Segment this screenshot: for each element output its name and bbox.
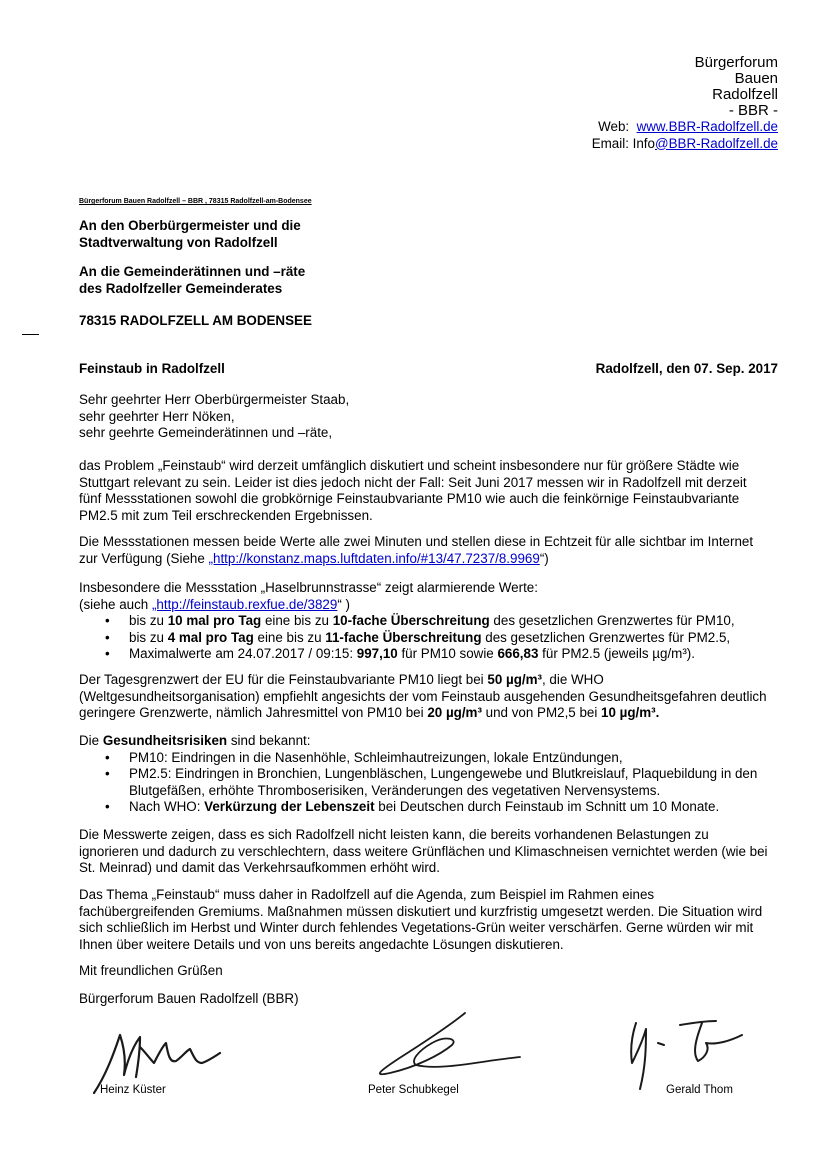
paragraph-stations [79, 534, 769, 567]
luftdaten-link[interactable]: „http://konstanz.maps.luftdaten.info/#13/47.7237/8.9969 [208, 550, 540, 566]
paragraph-text: “ ) [337, 596, 350, 612]
paragraph-text: (siehe auch [79, 596, 152, 612]
contact-block [592, 119, 778, 152]
org-name-line1: Bürgerforum [694, 54, 778, 71]
email-label: Email: Info [591, 135, 655, 151]
sender-return-line: Bürgerforum Bauen Radolfzell – BBR , 78315 Radolfzell-am-Bodensee [79, 198, 312, 205]
paragraph-agenda: Das Thema „Feinstaub“ muss daher in Radolfzell auf die Agenda, zum Beispiel im Rahmen eines fachübergreifenden Gremiums. Maßnahmen müssen diskutiert und kurzfristig umgesetzt werden. Die Situation wird sich schließlich im Herbst und Winter durch fehlendes Vegetations-Grün weiter verschärfen. Gerne würden wir mit Ihnen über weitere Details und von uns bereits angedachte Lösungen diskutieren. [79, 887, 763, 952]
signoff: Bürgerforum Bauen Radolfzell (BBR) [79, 991, 299, 1006]
paragraph-health-risks [79, 733, 769, 816]
paragraph-line: Die Gesundheitsrisiken sind bekannt: [79, 733, 311, 748]
salutation-line: Sehr geehrter Herr Oberbürgermeister Staab, [79, 392, 350, 407]
website-link[interactable]: www.BBR-Radolfzell.de [636, 119, 778, 134]
organization-header [695, 55, 778, 119]
rexfue-link[interactable]: „http://feinstaub.rexfue.de/3829 [151, 596, 338, 612]
email-link[interactable]: @BBR-Radolfzell.de [654, 135, 778, 151]
letter-date: Radolfzell, den 07. Sep. 2017 [595, 361, 778, 376]
salutation [79, 392, 769, 442]
list-item: • Maximalwerte am 24.07.2017 / 09:15: 997,10 für PM10 sowie 666,83 für PM2.5 (jeweils µg/m³). [79, 646, 769, 663]
list-item: • bis zu 10 mal pro Tag eine bis zu 10-fache Überschreitung des gesetzlichen Grenzwertes für PM10, [79, 613, 769, 630]
fold-mark [22, 334, 39, 335]
signatory-name: Gerald Thom [666, 1084, 733, 1096]
paragraph-line [79, 597, 769, 614]
recipient-line: An den Oberbürgermeister und die [79, 218, 301, 233]
recipient-city: 78315 RADOLFZELL AM BODENSEE [79, 313, 312, 328]
signature-strokes [80, 1005, 776, 1121]
salutation-line: sehr geehrte Gemeinderätinnen und –räte, [79, 425, 333, 441]
list-item: • bis zu 4 mal pro Tag eine bis zu 11-fache Überschreitung des gesetzlichen Grenzwertes für PM2.5, [79, 630, 769, 647]
health-risk-list [79, 750, 769, 816]
recipient-line: Stadtverwaltung von Radolfzell [79, 234, 278, 250]
salutation-line: sehr geehrter Herr Nöken, [79, 408, 235, 424]
signature-gerald-thom [631, 1021, 742, 1089]
signature-peter-schubkegel [380, 1013, 520, 1074]
signature-area [80, 1005, 776, 1121]
paragraph-limits: Der Tagesgrenzwert der EU für die Feinstaubvariante PM10 liegt bei 50 µg/m³, die WHO (Weltgesundheitsorganisation) empfiehlt angesichts der vom Feinstaub ausgehenden Gesundheitsgefahren deutlich geringere Grenzwerte, nämlich Jahresmittel von PM10 bei 20 µg/m³ und von PM2,5 bei 10 µg/m³. [79, 672, 767, 721]
letter-subject: Feinstaub in Radolfzell [79, 361, 225, 376]
web-line [592, 119, 778, 136]
closing: Mit freundlichen Grüßen [79, 963, 223, 978]
paragraph-text: Die Messstationen messen beide Werte alle zwei Minuten und stellen diese in Echtzeit für alle sichtbar im Internet zur Verfügung (Siehe [79, 534, 754, 566]
list-item: • Nach WHO: Verkürzung der Lebenszeit bei Deutschen durch Feinstaub im Schnitt um 10 Monate. [79, 799, 769, 816]
recipient-line: An die Gemeinderätinnen und –räte [79, 264, 306, 279]
org-abbreviation: - BBR - [728, 102, 778, 119]
org-name-line2: Bauen [734, 70, 778, 87]
email-line [592, 136, 778, 153]
recipient-block-council [79, 264, 759, 297]
web-label: Web: [598, 119, 630, 134]
paragraph-haselbrunn [79, 580, 769, 663]
paragraph-text: “) [539, 550, 549, 566]
org-name-line3: Radolfzell [712, 86, 778, 103]
signatory-name: Peter Schubkegel [368, 1084, 459, 1096]
recipient-line: des Radolfzeller Gemeinderates [79, 280, 283, 296]
list-item: • PM10: Eindringen in die Nasenhöhle, Schleimhautreizungen, lokale Entzündungen, [79, 750, 769, 767]
paragraph-intro: das Problem „Feinstaub“ wird derzeit umfänglich diskutiert und scheint insbesondere nur für größere Städte wie Stuttgart relevant zu sein. Leider ist dies jedoch nicht der Fall: Seit Juni 2017 messen wir in Radolfzell mit derzeit fünf Messstationen sowohl die grobkörnige Feinstaubvariante PM10 wie auch die feinkörnige Feinstaubvariante PM2.5 mit zum Teil erschreckenden Ergebnissen. [79, 458, 747, 523]
paragraph-line: Insbesondere die Messstation „Haselbrunnstrasse“ zeigt alarmierende Werte: [79, 580, 538, 595]
signatory-name: Heinz Küster [100, 1084, 166, 1096]
paragraph-conclusion: Die Messwerte zeigen, dass es sich Radolfzell nicht leisten kann, die bereits vorhandenen Belastungen zu ignorieren und dadurch zu verschlechtern, dass weitere Grünflächen und Klimaschneisen vernichtet werden (wie bei St. Meinrad) und damit das Verkehrsaufkommen erhöht wird. [79, 827, 768, 876]
measurement-list [79, 613, 769, 663]
recipient-block-mayor [79, 218, 759, 251]
list-item: • PM2.5: Eindringen in Bronchien, Lungenbläschen, Lungengewebe und Blutkreislauf, Plaquebildung in den Blutgefäßen, erhöhte Thromboserisiken, Veränderungen des vegetativen Nervensystems. [79, 766, 769, 799]
